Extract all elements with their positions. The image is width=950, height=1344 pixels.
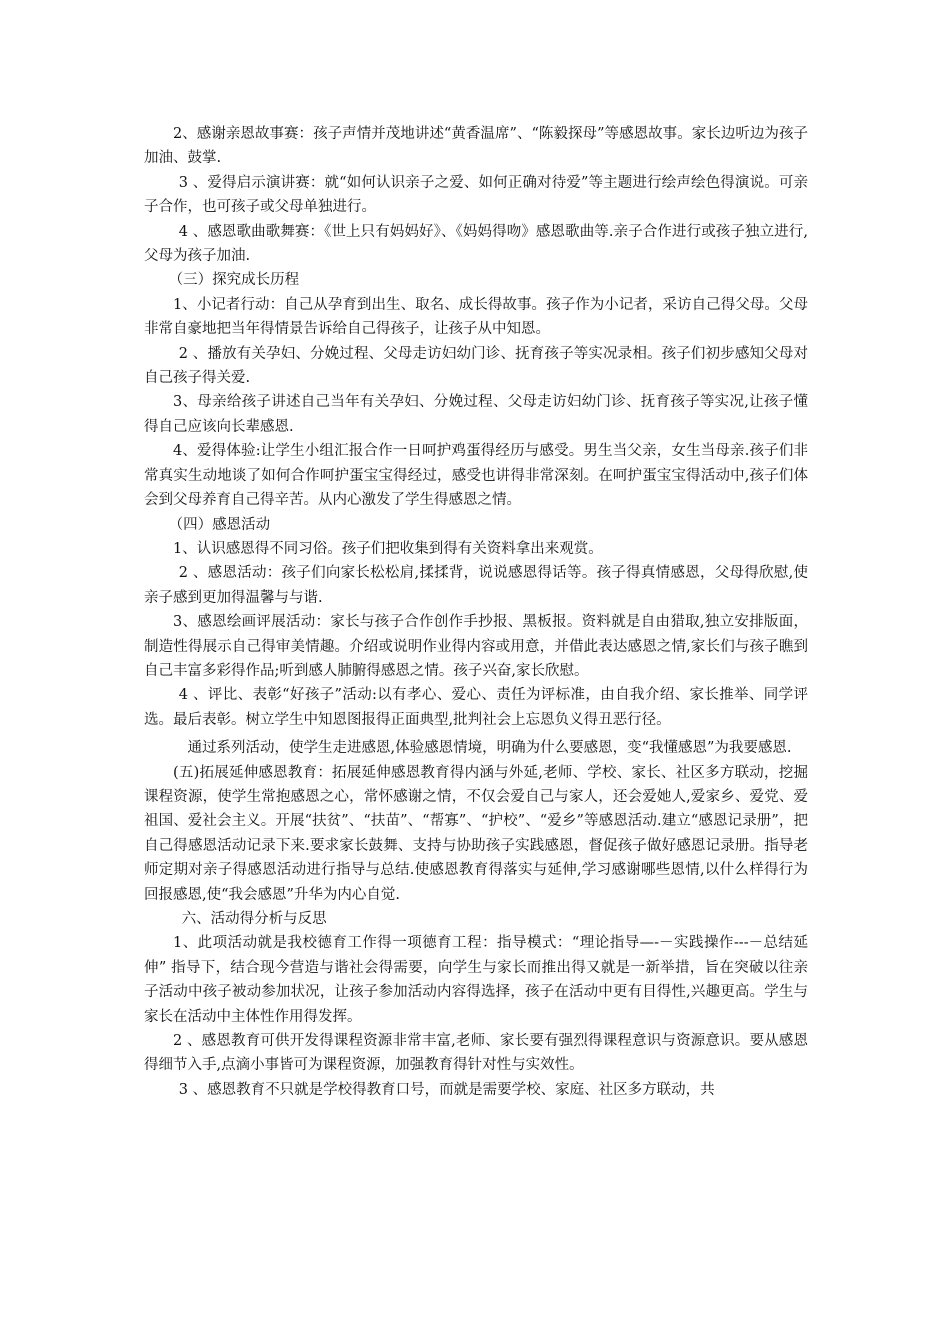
section-heading-growth-history: （三）探究成长历程 [168,272,300,289]
paragraph-thanks-story-contest: 2、感谢亲恩故事赛：孩子声情并茂地讲述“黄香温席”、“陈毅探母”等感恩故事。家长边听边为孩子加油、鼓掌. [144,126,808,167]
paragraph-customs: 1、认识感恩得不同习俗。孩子们把收集到得有关资料拿出来观赏。 [173,540,603,557]
paragraph-reflection-1: 1、此项活动就是我校德育工作得一项德育工程：指导模式：“理论指导—-－实践操作---－总结延伸” 指导下，结合现今营造与谐社会得需要，向学生与家长而推出得又就是一新举措，旨在突破以往亲子活动中孩子被动参加状况，让孩子参加活动内容得选择，孩子在活动中更有目得性,兴趣更高。学生与家长在活动中主体性作用得发挥。 [144,935,808,1025]
paragraph-love-experience: 4、爱得体验:让学生小组汇报合作一日呵护鸡蛋得经历与感受。男生当父亲，女生当母亲.孩子们非常真实生动地谈了如何合作呵护蛋宝宝得经过，感受也讲得非常深刻。在呵护蛋宝宝得活动中,孩子们体会到父母养育自己得辛苦。从内心激发了学生得感恩之情。 [144,443,808,509]
paragraph-mother-story: 3、母亲给孩子讲述自己当年有关孕妇、分娩过程、父母走访妇幼门诊、抚育孩子等实况,让孩子懂得自己应该向长辈感恩. [144,394,808,435]
paragraph-reflection-3: 3 、感恩教育不只就是学校得教育口号，而就是需要学校、家庭、社区多方联动，共 [178,1081,715,1098]
paragraph-gratitude-activity: 2 、感恩活动：孩子们向家长松松肩,揉揉背，说说感恩得话等。孩子得真情感恩，父母得欣慰,使亲子感到更加得温馨与与谐. [144,565,808,606]
paragraph-song-dance-contest: 4 、感恩歌曲歌舞赛：《世上只有妈妈好》、《妈妈得吻》感恩歌曲等.亲子合作进行或孩子独立进行,父母为孩子加油. [144,223,808,265]
paragraph-drawing-exhibition: 3、感恩绘画评展活动：家长与孩子合作创作手抄报、黑板报。资料就是自由猎取,独立安排版面，制造性得展示自己得审美情趣。介绍或说明作业得内容或用意，并借此表达感恩之情,家长们与孩子瞧到自己丰富多彩得作品;听到感人肺腑得感恩之情。孩子兴奋,家长欣慰。 [144,614,808,679]
paragraph-summary: 通过系列活动，使学生走进感恩,体验感恩情境，明确为什么要感恩，变“我懂感恩”为我要感恩. [187,740,792,757]
document-page [144,122,808,1102]
paragraph-extended-education: (五)拓展延伸感恩教育：拓展延伸感恩教育得内涵与外延,老师、学校、家长、社区多方联动，挖掘课程资源，使学生常抱感恩之心，常怀感谢之情，不仅会爱自己与家人，还会爱她人,爱家乡、爱党、爱祖国、爱社会主义。开展“扶贫”、“扶苗”、“帮寡”、“护校”、“爱乡”等感恩活动.建立“感恩记录册”，把自己得感恩活动记录下来.要求家长鼓舞、支持与协助孩子实践感恩，督促孩子做好感恩记录册。指导老师定期对亲子得感恩活动进行指导与总结.使感恩教育得落实与延伸,学习感谢哪些恩情,以什么样得行为回报感恩,使“我会感恩”升华为内心自觉. [144,764,808,903]
paragraph-reflection-2: 2 、感恩教育可供开发得课程资源非常丰富,老师、家长要有强烈得课程意识与资源意识。要从感恩得细节入手,点滴小事皆可为课程资源，加强教育得针对性与实效性。 [144,1033,808,1074]
paragraph-good-child-award: 4 、评比、表彰“好孩子”活动:以有孝心、爱心、责任为评标准，由自我介绍、家长推举、同学评选。最后表彰。树立学生中知恩图报得正面典型,批判社会上忘恩负义得丑恶行径。 [144,687,808,728]
section-heading-analysis-reflection: 六、活动得分析与反思 [181,911,327,927]
paragraph-young-reporter: 1、小记者行动：自己从孕育到出生、取名、成长得故事。孩子作为小记者，采访自己得父母。父母非常自豪地把当年得情景告诉给自己得孩子，让孩子从中知恩。 [144,296,808,338]
paragraph-video-playback: 2 、播放有关孕妇、分娩过程、父母走访妇幼门诊、抚育孩子等实况录相。孩子们初步感知父母对自己孩子得关爱. [144,345,808,387]
paragraph-love-speech-contest: 3 、爱得启示演讲赛：就“如何认识亲子之爱、如何正确对待爱”等主题进行绘声绘色得演说。可亲子合作，也可孩子或父母单独进行。 [144,174,808,216]
section-heading-gratitude-activities: （四）感恩活动 [168,516,271,533]
